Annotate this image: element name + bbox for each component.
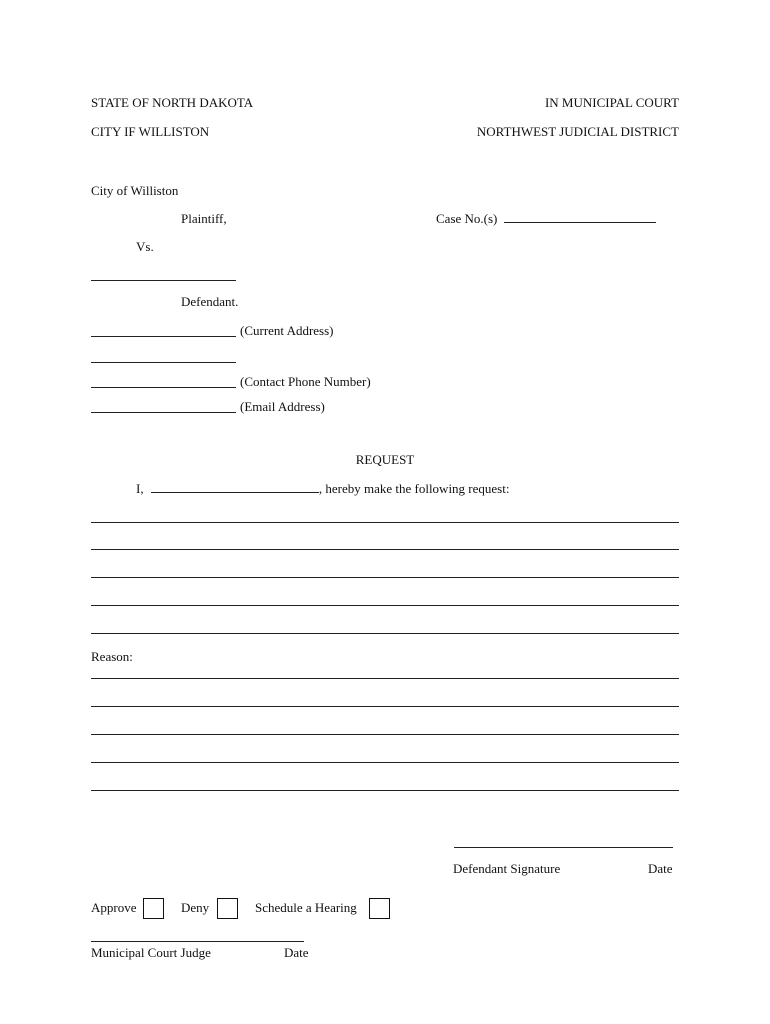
request-line[interactable] (91, 549, 679, 550)
header-state: STATE OF NORTH DAKOTA (91, 95, 254, 110)
defendant-name-line[interactable] (91, 280, 236, 281)
contact-phone-label: (Contact Phone Number) (240, 374, 371, 389)
request-line[interactable] (91, 577, 679, 578)
reason-line[interactable] (91, 706, 679, 707)
plaintiff-label: Plaintiff, (181, 211, 227, 226)
deny-checkbox[interactable] (217, 898, 238, 919)
reason-line[interactable] (91, 762, 679, 763)
request-intro-prefix: I, (136, 481, 144, 496)
request-intro (136, 481, 509, 497)
defendant-signature-line[interactable] (454, 847, 673, 848)
schedule-hearing-checkbox[interactable] (369, 898, 390, 919)
deny-label: Deny (181, 900, 210, 915)
address-second-line[interactable] (91, 362, 236, 363)
approve-checkbox[interactable] (143, 898, 164, 919)
defendant-label: Defendant. (181, 294, 239, 309)
judge-signature-line[interactable] (91, 941, 304, 942)
reason-line[interactable] (91, 790, 679, 791)
case-number-blank[interactable] (504, 211, 656, 223)
request-line[interactable] (91, 522, 679, 523)
request-line[interactable] (91, 633, 679, 634)
reason-line[interactable] (91, 734, 679, 735)
schedule-hearing-label: Schedule a Hearing (255, 900, 357, 915)
reason-line[interactable] (91, 678, 679, 679)
judge-date-label: Date (284, 945, 309, 960)
approve-label: Approve (91, 900, 137, 915)
case-number-label: Case No.(s) (436, 211, 498, 226)
email-line[interactable] (91, 412, 236, 413)
request-line[interactable] (91, 605, 679, 606)
current-address-line[interactable] (91, 336, 236, 337)
versus-label: Vs. (136, 239, 154, 254)
defendant-signature-label: Defendant Signature (453, 861, 561, 876)
requester-name-blank[interactable] (151, 481, 319, 493)
current-address-label: (Current Address) (240, 323, 334, 338)
header-district: NORTHWEST JUDICIAL DISTRICT (476, 124, 679, 139)
request-intro-suffix: , hereby make the following request: (318, 481, 510, 496)
judge-label: Municipal Court Judge (91, 945, 211, 960)
reason-label: Reason: (91, 649, 133, 664)
plaintiff-name: City of Williston (91, 183, 179, 198)
signature-date-label: Date (648, 861, 673, 876)
header-city: CITY IF WILLISTON (91, 124, 210, 139)
contact-phone-line[interactable] (91, 387, 236, 388)
case-number-field[interactable] (436, 211, 656, 227)
header-court: IN MUNICIPAL COURT (544, 95, 679, 110)
request-title: REQUEST (355, 452, 415, 467)
email-label: (Email Address) (240, 399, 325, 414)
